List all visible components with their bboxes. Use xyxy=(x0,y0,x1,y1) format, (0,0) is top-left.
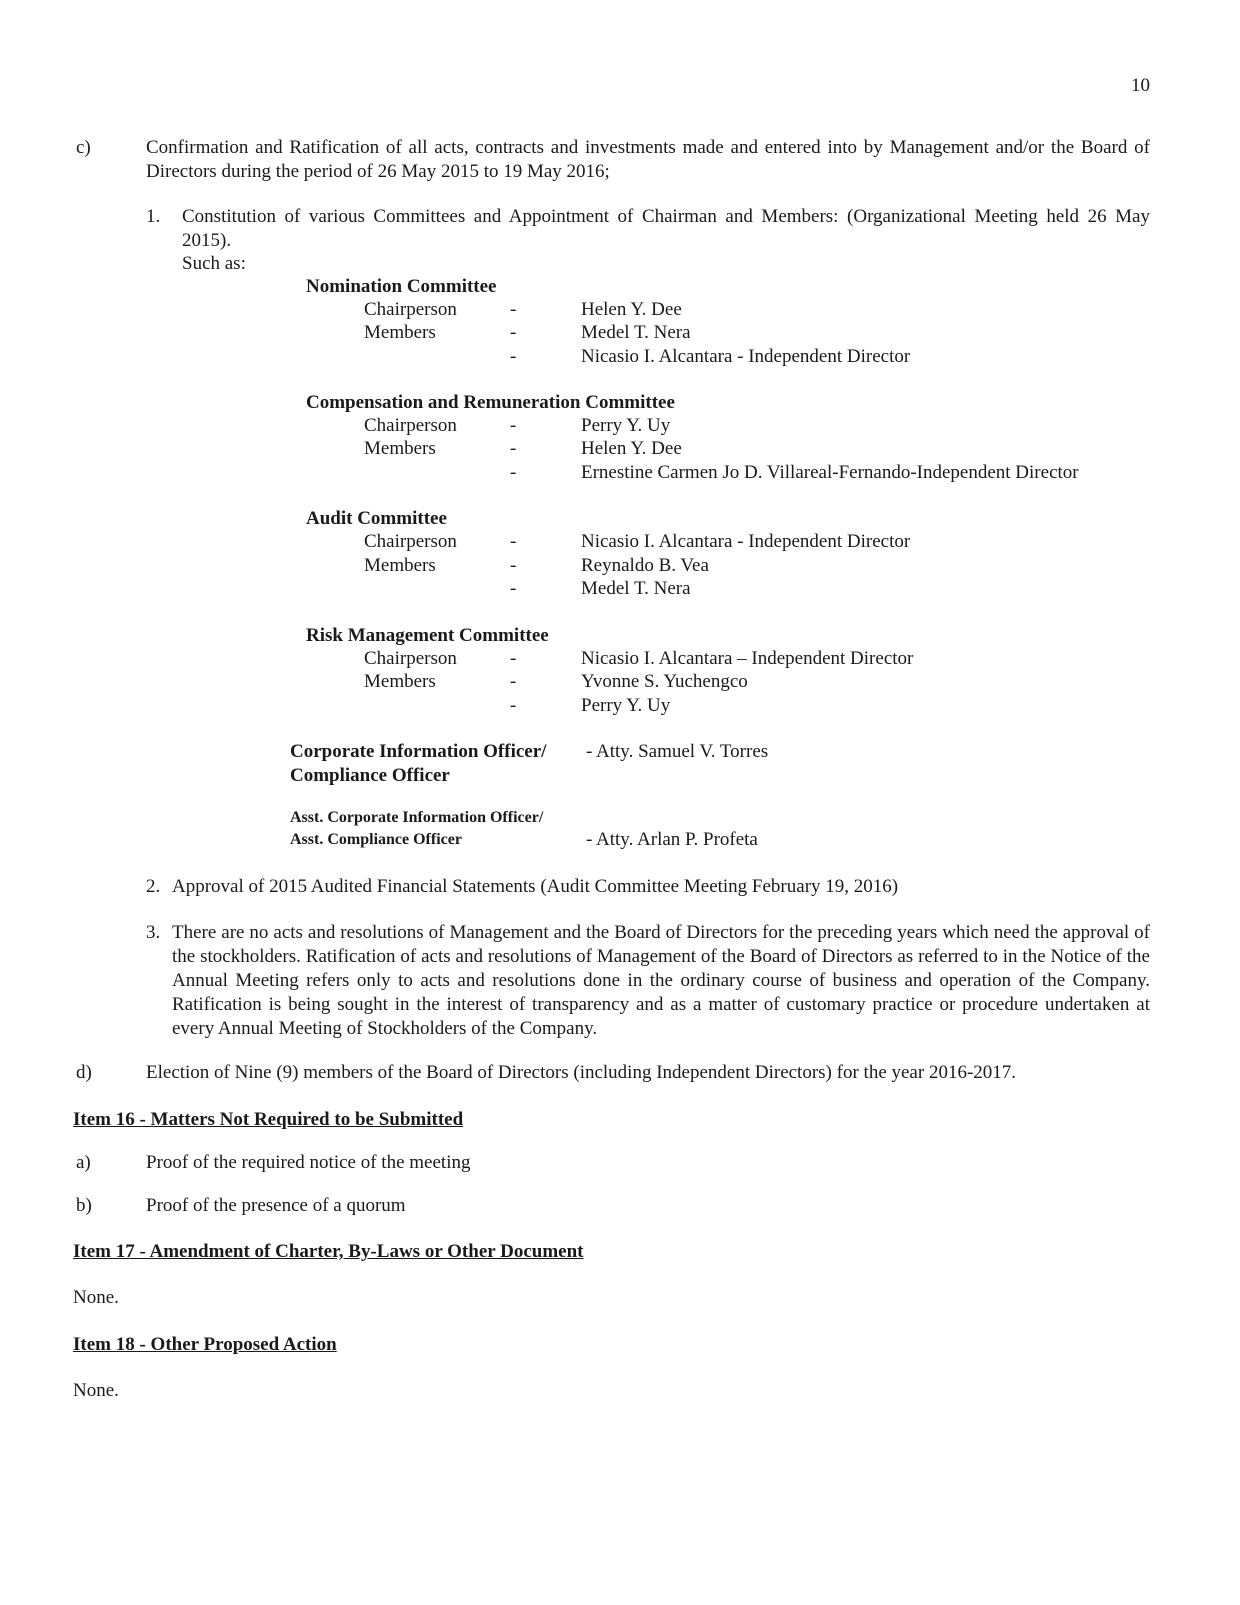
committee-title: Risk Management Committee xyxy=(306,625,549,646)
committee-member-name: Perry Y. Uy xyxy=(581,695,671,716)
committee-role: Chairperson xyxy=(364,415,457,436)
page-number: 10 xyxy=(1131,75,1150,96)
committee-dash: - xyxy=(510,462,517,483)
committee-title: Nomination Committee xyxy=(306,276,497,297)
committee-dash: - xyxy=(510,438,517,459)
committee-member-name: Nicasio I. Alcantara - Independent Director xyxy=(581,531,911,552)
committee-member-name: Yvonne S. Yuchengco xyxy=(581,671,748,692)
committee-dash: - xyxy=(510,555,517,576)
committee-member-name: Helen Y. Dee xyxy=(581,438,682,459)
committee-role: Chairperson xyxy=(364,648,457,669)
item17-body: None. xyxy=(73,1287,119,1308)
officer-title: Corporate Information Officer/ xyxy=(290,741,547,762)
item16-b-marker: b) xyxy=(76,1195,92,1216)
committee-member-name: Nicasio I. Alcantara - Independent Director xyxy=(581,346,911,367)
committee-role: Chairperson xyxy=(364,531,457,552)
committee-dash: - xyxy=(510,648,517,669)
sub3-text: There are no acts and resolutions of Management and the Board of Directors for the preceding years which need the approval of the stockholders. Ratification of acts and resolutions of Management of the Board of Directors as referred to in the Notice of the Annual Meeting refers only to acts and resolutions done in the ordinary course of business and operation of the Company. Ratification is being sought in the interest of transparency and as a matter of customary practice or procedure undertaken at every Annual Meeting of Stockholders of the Company. xyxy=(172,922,1150,1039)
sub1-text: Constitution of various Committees and Appointment of Chairman and Members: (Organizational Meeting held 26 May 2015). xyxy=(182,206,1150,251)
item-c-text: Confirmation and Ratification of all acts, contracts and investments made and entered into by Management and/or the Board of Directors during the period of 26 May 2015 to 19 May 2016; xyxy=(146,137,1150,182)
committee-title: Audit Committee xyxy=(306,508,447,529)
item18-heading: Item 18 - Other Proposed Action xyxy=(73,1334,337,1355)
committee-member-name: Ernestine Carmen Jo D. Villareal-Fernando-Independent Director xyxy=(581,462,1079,483)
committee-member-name: Medel T. Nera xyxy=(581,322,691,343)
committee-member-name: Nicasio I. Alcantara – Independent Director xyxy=(581,648,914,669)
officer-title: Asst. Corporate Information Officer/ xyxy=(290,809,544,826)
committee-dash: - xyxy=(510,346,517,367)
committee-member-name: Medel T. Nera xyxy=(581,578,691,599)
sub2-text: Approval of 2015 Audited Financial Statements (Audit Committee Meeting February 19, 2016) xyxy=(172,876,899,897)
committee-dash: - xyxy=(510,671,517,692)
officer-name: - Atty. Arlan P. Profeta xyxy=(586,829,758,850)
officer-name: - Atty. Samuel V. Torres xyxy=(586,741,769,762)
item16-a-text: Proof of the required notice of the meeting xyxy=(146,1152,471,1173)
committee-member-name: Perry Y. Uy xyxy=(581,415,671,436)
committee-role: Members xyxy=(364,438,436,459)
item-d-marker: d) xyxy=(76,1062,92,1083)
committee-member-name: Reynaldo B. Vea xyxy=(581,555,709,576)
item16-heading: Item 16 - Matters Not Required to be Submitted xyxy=(73,1109,464,1130)
committee-role: Members xyxy=(364,671,436,692)
item18-body: None. xyxy=(73,1380,119,1401)
item16-b-text: Proof of the presence of a quorum xyxy=(146,1195,406,1216)
committee-dash: - xyxy=(510,578,517,599)
sub2-marker: 2. xyxy=(146,876,161,897)
officer-title: Asst. Compliance Officer xyxy=(290,831,462,848)
committee-role: Members xyxy=(364,322,436,343)
item16-a-marker: a) xyxy=(76,1152,91,1173)
officer-title: Compliance Officer xyxy=(290,765,450,786)
committee-member-name: Helen Y. Dee xyxy=(581,299,682,320)
such-as-label: Such as: xyxy=(182,253,246,274)
committee-title: Compensation and Remuneration Committee xyxy=(306,392,675,413)
committee-dash: - xyxy=(510,415,517,436)
committee-dash: - xyxy=(510,531,517,552)
committee-role: Chairperson xyxy=(364,299,457,320)
item-d-text: Election of Nine (9) members of the Board of Directors (including Independent Directors) for the year 2016-2017. xyxy=(146,1062,1017,1083)
item17-heading: Item 17 - Amendment of Charter, By-Laws or Other Document xyxy=(73,1241,584,1262)
sub3-marker: 3. xyxy=(146,922,161,943)
committee-dash: - xyxy=(510,695,517,716)
sub1-marker: 1. xyxy=(146,206,161,227)
item-c-marker: c) xyxy=(76,137,91,158)
committee-dash: - xyxy=(510,322,517,343)
committee-dash: - xyxy=(510,299,517,320)
committee-role: Members xyxy=(364,555,436,576)
